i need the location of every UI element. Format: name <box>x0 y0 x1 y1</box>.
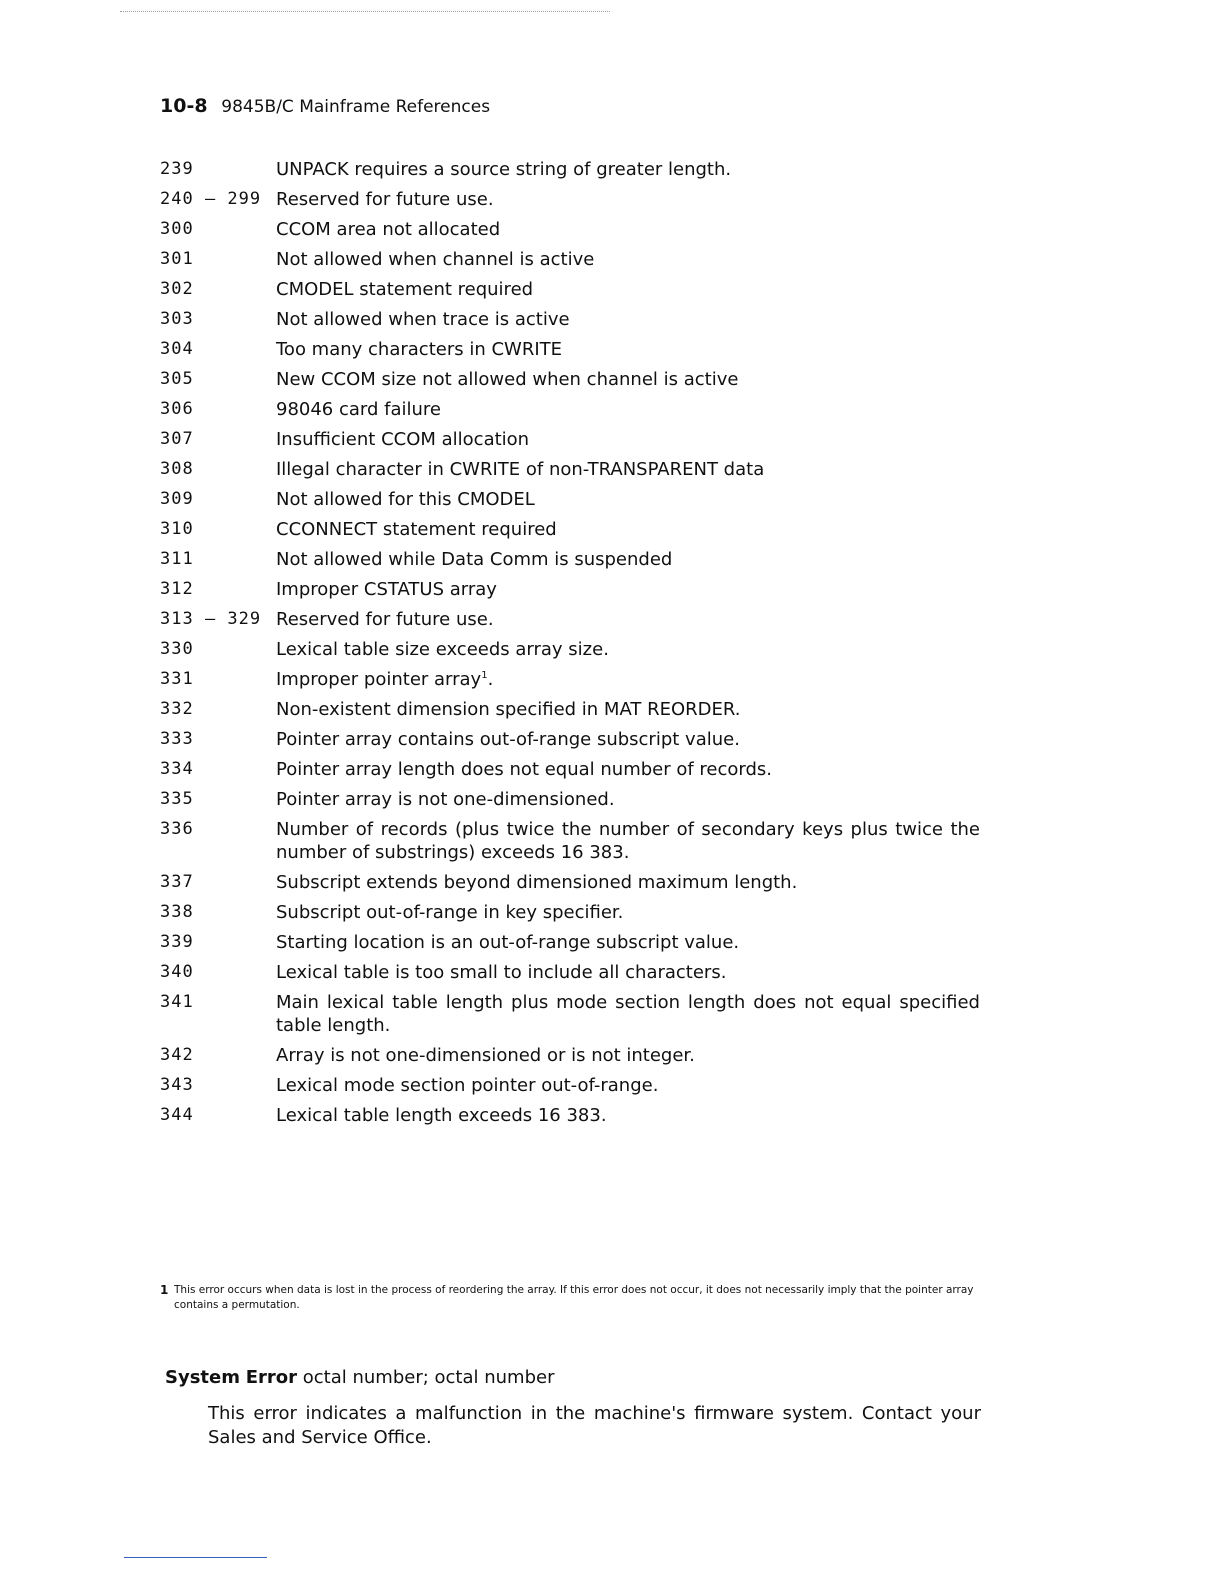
error-code: 343 <box>160 1075 194 1095</box>
error-message-text: Not allowed when trace is active <box>276 309 570 330</box>
error-message <box>276 248 980 271</box>
error-row <box>160 638 980 661</box>
error-message <box>276 758 980 781</box>
error-row <box>160 668 980 691</box>
error-message-text: Too many characters in CWRITE <box>276 339 563 360</box>
error-message-text: Pointer array contains out-of-range subscript value. <box>276 729 740 750</box>
error-row <box>160 158 980 181</box>
error-row <box>160 788 980 811</box>
error-message <box>276 931 980 954</box>
error-code: 303 <box>160 309 194 329</box>
error-code: 304 <box>160 339 194 359</box>
error-message <box>276 338 980 361</box>
error-message-text: CCOM area not allocated <box>276 219 501 240</box>
error-code: 340 <box>160 962 194 982</box>
error-message-text: Subscript out-of-range in key specifier. <box>276 902 624 923</box>
section-title: 9845B/C Mainframe References <box>221 97 491 117</box>
error-row <box>160 338 980 361</box>
error-message <box>276 698 980 721</box>
error-message <box>276 901 980 924</box>
page-number: 10-8 <box>160 95 208 117</box>
error-row <box>160 578 980 601</box>
bottom-rule <box>124 1557 267 1558</box>
error-row <box>160 871 980 894</box>
error-code: 332 <box>160 699 194 719</box>
error-code: 308 <box>160 459 194 479</box>
error-code: 344 <box>160 1105 194 1125</box>
error-row <box>160 728 980 751</box>
error-message <box>276 668 980 691</box>
error-message <box>276 1104 980 1127</box>
error-message-text: Reserved for future use. <box>276 609 494 630</box>
error-message <box>276 218 980 241</box>
error-code: 302 <box>160 279 194 299</box>
error-message <box>276 368 980 391</box>
error-code: 309 <box>160 489 194 509</box>
error-row <box>160 961 980 984</box>
error-message-text: Not allowed for this CMODEL <box>276 489 535 510</box>
error-message <box>276 578 980 601</box>
top-scan-rule <box>120 11 610 12</box>
error-code: 342 <box>160 1045 194 1065</box>
error-row <box>160 608 980 631</box>
error-message-text: Not allowed while Data Comm is suspended <box>276 549 673 570</box>
error-row <box>160 518 980 541</box>
error-message-text: Lexical mode section pointer out-of-range. <box>276 1075 659 1096</box>
error-message <box>276 518 980 541</box>
error-message-text: Starting location is an out-of-range subscript value. <box>276 932 740 953</box>
error-code: 337 <box>160 872 194 892</box>
error-code: 335 <box>160 789 194 809</box>
error-code: 333 <box>160 729 194 749</box>
error-row <box>160 428 980 451</box>
error-message <box>276 188 980 211</box>
error-message-text: UNPACK requires a source string of greater length. <box>276 159 732 180</box>
error-message <box>276 158 980 181</box>
error-message-text: Lexical table length exceeds 16 383. <box>276 1105 607 1126</box>
error-code: 307 <box>160 429 194 449</box>
error-message-text: Lexical table is too small to include all characters. <box>276 962 727 983</box>
error-message <box>276 991 980 1037</box>
error-row <box>160 218 980 241</box>
error-message-text: Reserved for future use. <box>276 189 494 210</box>
error-code: 239 <box>160 159 194 179</box>
error-row <box>160 698 980 721</box>
error-message-text: Illegal character in CWRITE of non-TRANSPARENT data <box>276 459 765 480</box>
error-code: 339 <box>160 932 194 952</box>
error-message-text: Non-existent dimension specified in MAT REORDER. <box>276 699 741 720</box>
error-row <box>160 1104 980 1127</box>
error-message <box>276 458 980 481</box>
error-row <box>160 398 980 421</box>
error-row <box>160 901 980 924</box>
error-message <box>276 308 980 331</box>
error-code: 240 – 299 <box>160 189 262 209</box>
error-keyword: Error <box>245 1367 298 1388</box>
error-message-text: Main lexical table length plus mode section length does not equal specified table length. <box>276 992 980 1036</box>
error-row <box>160 488 980 511</box>
error-message-text: CCONNECT statement required <box>276 519 557 540</box>
error-code: 305 <box>160 369 194 389</box>
system-error-heading <box>165 1366 981 1390</box>
error-message <box>276 638 980 661</box>
error-row <box>160 278 980 301</box>
error-row <box>160 1074 980 1097</box>
error-message-text: 98046 card failure <box>276 399 441 420</box>
error-message <box>276 818 980 864</box>
error-message <box>276 548 980 571</box>
error-row <box>160 931 980 954</box>
error-code: 334 <box>160 759 194 779</box>
error-message-text: CMODEL statement required <box>276 279 534 300</box>
error-message <box>276 488 980 511</box>
system-keyword: System <box>165 1367 240 1388</box>
error-message-text: Improper pointer array <box>276 669 482 690</box>
error-row <box>160 368 980 391</box>
error-message <box>276 398 980 421</box>
error-message <box>276 728 980 751</box>
error-code: 301 <box>160 249 194 269</box>
error-message <box>276 608 980 631</box>
error-message <box>276 961 980 984</box>
error-code: 312 <box>160 579 194 599</box>
error-message-trailing: . <box>487 669 494 690</box>
error-code: 341 <box>160 992 194 1012</box>
footnote <box>160 1283 980 1313</box>
error-code: 336 <box>160 819 194 839</box>
footnote-mark: 1 <box>160 1283 169 1297</box>
error-code: 311 <box>160 549 194 569</box>
error-row <box>160 248 980 271</box>
error-message-text: Lexical table size exceeds array size. <box>276 639 609 660</box>
error-row <box>160 188 980 211</box>
error-code: 306 <box>160 399 194 419</box>
error-message <box>276 871 980 894</box>
footnote-text: This error occurs when data is lost in the process of reordering the array. If this error does not occur, it does not necessarily imply that the pointer array contains a permutation. <box>174 1284 974 1311</box>
error-message-text: Pointer array is not one-dimensioned. <box>276 789 615 810</box>
error-code: 331 <box>160 669 194 689</box>
error-row <box>160 548 980 571</box>
error-message-text: Improper CSTATUS array <box>276 579 497 600</box>
error-code: 310 <box>160 519 194 539</box>
error-row <box>160 818 980 864</box>
system-error-syntax: octal number; octal number <box>302 1367 555 1388</box>
error-row <box>160 308 980 331</box>
error-code: 313 – 329 <box>160 609 262 629</box>
system-error-entry <box>165 1366 981 1450</box>
error-message-text: Subscript extends beyond dimensioned maximum length. <box>276 872 798 893</box>
footnote-reference: 1 <box>481 670 488 681</box>
system-error-description: This error indicates a malfunction in the machine's firmware system. Contact your Sales and Service Office. <box>208 1403 981 1448</box>
error-message-text: Number of records (plus twice the number of secondary keys plus twice the number of substrings) exceeds 16 383. <box>276 819 980 863</box>
error-message-text: Not allowed when channel is active <box>276 249 595 270</box>
error-code: 300 <box>160 219 194 239</box>
error-message-text: Pointer array length does not equal number of records. <box>276 759 773 780</box>
page-header <box>160 93 490 120</box>
error-code: 330 <box>160 639 194 659</box>
error-message <box>276 1074 980 1097</box>
error-message <box>276 428 980 451</box>
error-message-text: New CCOM size not allowed when channel is active <box>276 369 739 390</box>
error-message <box>276 278 980 301</box>
error-row <box>160 758 980 781</box>
error-row <box>160 1044 980 1067</box>
error-message-text: Insufficient CCOM allocation <box>276 429 530 450</box>
error-code-list <box>160 158 980 1134</box>
error-code: 338 <box>160 902 194 922</box>
error-message <box>276 1044 980 1067</box>
error-row <box>160 991 980 1037</box>
error-message-text: Array is not one-dimensioned or is not integer. <box>276 1045 695 1066</box>
error-message <box>276 788 980 811</box>
error-row <box>160 458 980 481</box>
